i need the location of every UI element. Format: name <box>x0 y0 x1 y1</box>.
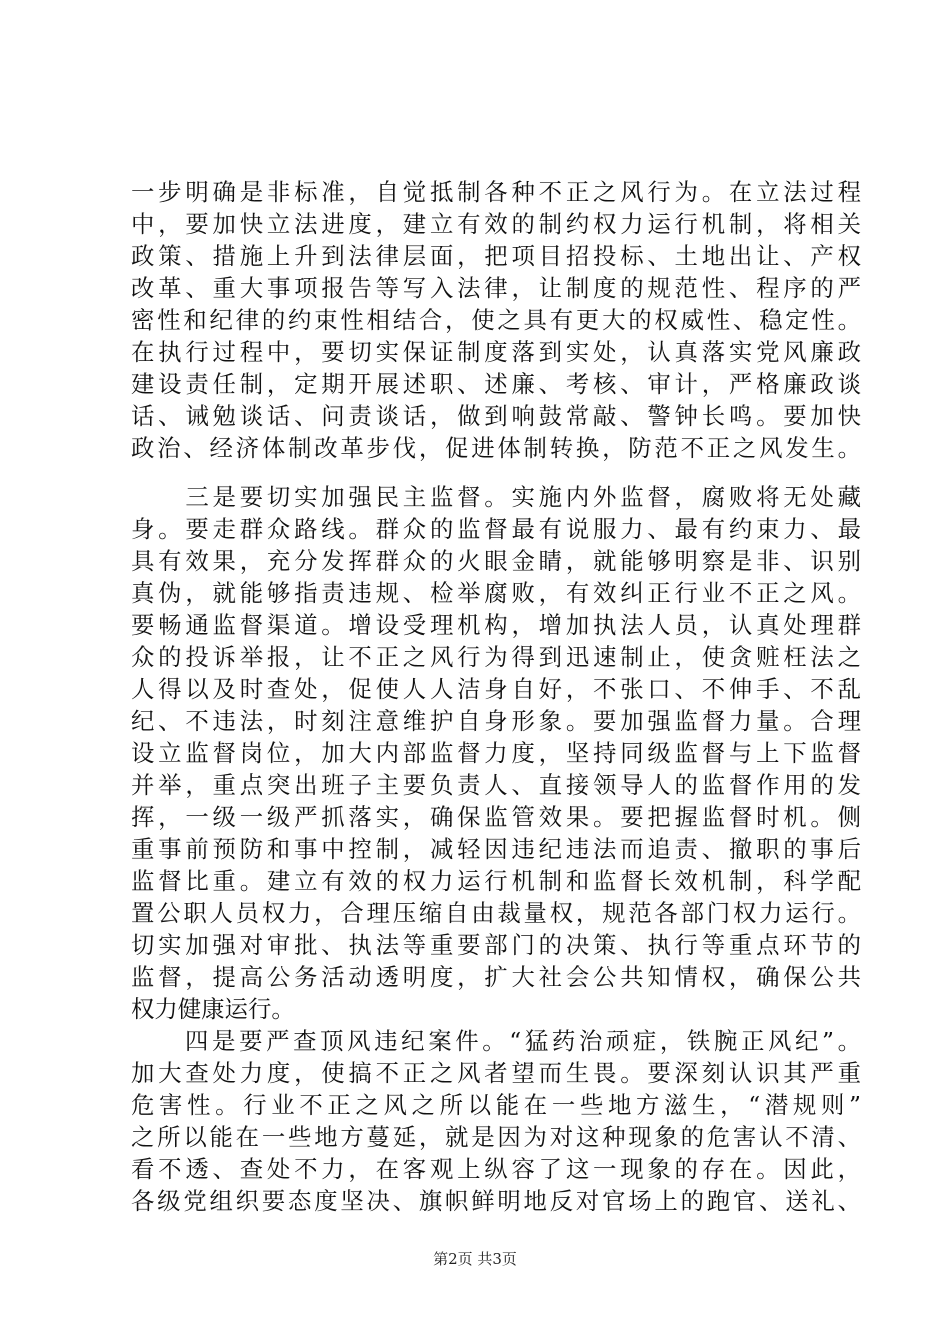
text-line: 并举，重点突出班子主要负责人、直接领导人的监督作用的发 <box>131 771 861 799</box>
text-line: 建设责任制，定期开展述职、述廉、考核、审计，严格廉政谈 <box>131 370 861 398</box>
text-line: 人得以及时查处，促使人人洁身自好，不张口、不伸手、不乱 <box>131 675 861 703</box>
page-number-footer: 第2页 共3页 <box>433 1250 517 1268</box>
paragraph-1 <box>131 176 861 464</box>
text-line: 切实加强对审批、执法等重要部门的决策、执行等重点环节的 <box>131 931 861 959</box>
text-line: 之所以能在一些地方蔓延，就是因为对这种现象的危害认不清、 <box>131 1123 861 1151</box>
text-line: 权力健康运行。 <box>131 995 295 1023</box>
text-line: 危害性。行业不正之风之所以能在一些地方滋生，“潜规则” <box>131 1091 861 1119</box>
text-line: 纪、不违法，时刻注意维护自身形象。要加强监督力量。合理 <box>131 707 861 735</box>
text-line: 重事前预防和事中控制，减轻因违纪违法而追责、撤职的事后 <box>131 835 861 863</box>
text-line: 各级党组织要态度坚决、旗帜鲜明地反对官场上的跑官、送礼、 <box>131 1187 861 1215</box>
text-line: 挥，一级一级严抓落实，确保监管效果。要把握监督时机。侧 <box>131 803 861 831</box>
text-line: 身。要走群众路线。群众的监督最有说服力、最有约束力、最 <box>131 515 861 543</box>
text-line: 看不透、查处不力，在客观上纵容了这一现象的存在。因此， <box>131 1155 861 1183</box>
text-line: 四是要严查顶风违纪案件。“猛药治顽症，铁腕正风纪”。 <box>131 1027 861 1055</box>
text-line: 话、诫勉谈话、问责谈话，做到响鼓常敲、警钟长鸣。要加快 <box>131 402 861 430</box>
text-line: 在执行过程中，要切实保证制度落到实处，认真落实党风廉政 <box>131 338 861 366</box>
text-line: 密性和纪律的约束性相结合，使之具有更大的权威性、稳定性。 <box>131 306 861 334</box>
text-line: 中，要加快立法进度，建立有效的制约权力运行机制，将相关 <box>131 210 861 238</box>
text-line: 真伪，就能够指责违规、检举腐败，有效纠正行业不正之风。 <box>131 579 861 607</box>
text-line: 政策、措施上升到法律层面，把项目招投标、土地出让、产权 <box>131 242 861 270</box>
text-line: 置公职人员权力，合理压缩自由裁量权，规范各部门权力运行。 <box>131 899 861 927</box>
text-line: 具有效果，充分发挥群众的火眼金睛，就能够明察是非、识别 <box>131 547 861 575</box>
text-line: 一步明确是非标准，自觉抵制各种不正之风行为。在立法过程 <box>131 178 861 206</box>
paragraph-2 <box>131 481 861 1217</box>
text-line: 加大查处力度，使搞不正之风者望而生畏。要深刻认识其严重 <box>131 1059 861 1087</box>
text-line: 设立监督岗位，加大内部监督力度，坚持同级监督与上下监督 <box>131 739 861 767</box>
text-line: 监督比重。建立有效的权力运行机制和监督长效机制，科学配 <box>131 867 861 895</box>
text-line: 三是要切实加强民主监督。实施内外监督，腐败将无处藏 <box>131 483 861 511</box>
text-line: 改革、重大事项报告等写入法律，让制度的规范性、程序的严 <box>131 274 861 302</box>
text-line: 要畅通监督渠道。增设受理机构，增加执法人员，认真处理群 <box>131 611 861 639</box>
text-line: 监督，提高公务活动透明度，扩大社会公共知情权，确保公共 <box>131 963 861 991</box>
text-line: 众的投诉举报，让不正之风行为得到迅速制止，使贪赃枉法之 <box>131 643 861 671</box>
text-line: 政治、经济体制改革步伐，促进体制转换，防范不正之风发生。 <box>131 434 861 462</box>
